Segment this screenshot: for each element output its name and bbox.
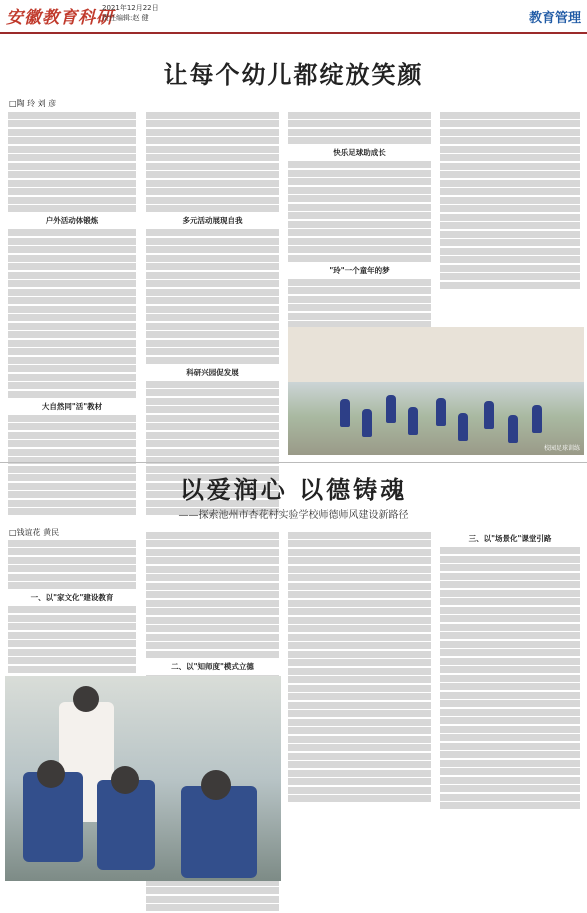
masthead bbox=[0, 0, 587, 34]
article2-subhead: 三、以"场景化"课堂引路 bbox=[468, 534, 552, 543]
article1-column-4 bbox=[440, 110, 580, 290]
article2-photo bbox=[5, 676, 281, 881]
issue-date: 2021年12月22日 bbox=[102, 4, 159, 12]
issue-meta bbox=[102, 3, 159, 23]
article-divider bbox=[0, 462, 587, 463]
article2-subhead: 二、以"知师度"模式立德 bbox=[171, 661, 254, 671]
article1-title: 让每个幼儿都绽放笑颜 bbox=[163, 60, 424, 89]
article1-subhead: 多元活动展现自我 bbox=[182, 216, 243, 225]
article1-photo-caption: 校园足球训练 bbox=[543, 445, 580, 452]
article1-subhead: 快乐足球助成长 bbox=[333, 148, 386, 157]
article1-column-3 bbox=[288, 110, 431, 347]
section-title: 教育管理 bbox=[528, 11, 581, 26]
editor-line: 责任编辑:赵 健 bbox=[102, 14, 149, 22]
article1-column-2 bbox=[146, 110, 279, 517]
article2-byline: □钱谊花 黄民 bbox=[9, 528, 60, 537]
article2-column-3 bbox=[288, 530, 431, 804]
article1-column-1 bbox=[8, 110, 136, 517]
article2-column-4 bbox=[440, 530, 580, 811]
article1-byline: □陶 玲 刘 彦 bbox=[9, 99, 57, 108]
article1-subhead: 户外活动体锻炼 bbox=[45, 216, 99, 225]
article2-subhead: 一、以"家文化"建设教育 bbox=[30, 593, 114, 602]
article1-subhead: 大自然同"活"教材 bbox=[41, 401, 103, 411]
article1-subhead: 科研兴园促发展 bbox=[186, 367, 239, 377]
newspaper-logo: 安徽教育科研 bbox=[6, 8, 114, 28]
article2-title: 以爱润心 以德铸魂 bbox=[179, 475, 408, 504]
article2-column-1 bbox=[8, 538, 136, 674]
article2-subtitle: ——探索池州市杏花村实验学校师德师风建设新路径 bbox=[178, 510, 409, 521]
article1-photo bbox=[288, 327, 584, 455]
article1-subhead: "玲"一个童年的梦 bbox=[329, 265, 390, 275]
